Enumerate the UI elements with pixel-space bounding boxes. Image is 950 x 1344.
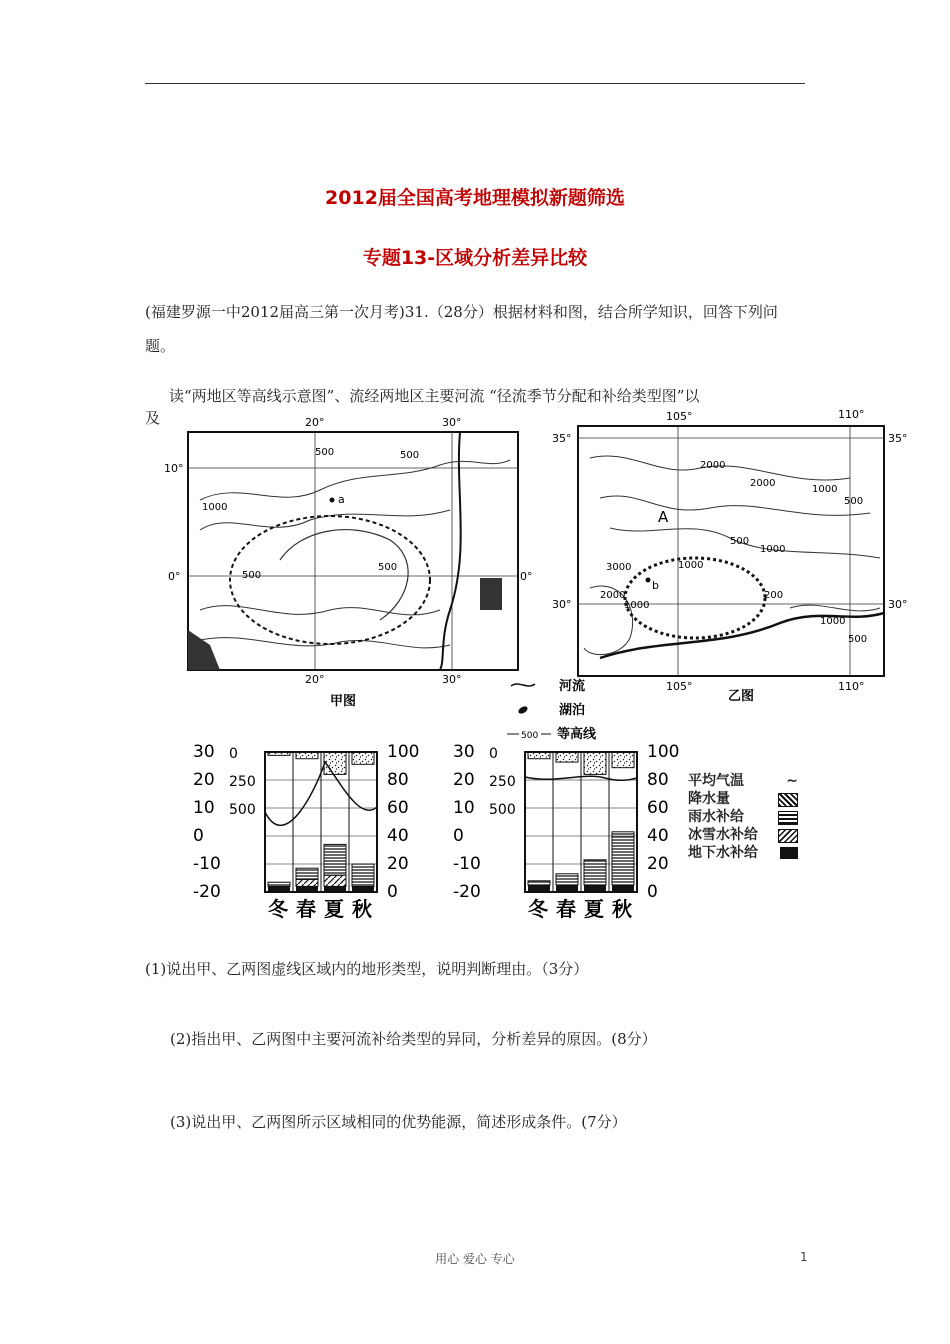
rain-bar xyxy=(556,874,578,885)
legend-snow: 冰雪水补给 xyxy=(688,827,758,843)
temp-tick-label: 0 xyxy=(193,826,204,846)
ground-bar xyxy=(352,886,374,892)
chart-legend xyxy=(688,772,798,862)
precip-tick-label: 500 xyxy=(229,802,256,818)
season-label: 春 xyxy=(296,897,316,921)
intro-line-1: (福建罗源一中2012届高三第一次月考)31.（28分）根据材料和图，结合所学知识，回答下列问 xyxy=(145,303,778,321)
map-jia-lon-20: 20° xyxy=(305,416,325,429)
map-yi-contour-5: 1000 xyxy=(760,544,786,555)
legend-temp: 平均气温 xyxy=(688,773,744,789)
rain-bar xyxy=(612,832,634,885)
precip-tick-label: 500 xyxy=(489,802,516,818)
map-jia-lon-30: 30° xyxy=(442,416,462,429)
temp-tick-label: -20 xyxy=(453,882,481,902)
temp-tick-label: 20 xyxy=(193,770,215,790)
legend-rain-row xyxy=(688,808,798,826)
map-yi-contour-11: 200 xyxy=(764,590,784,601)
lake-icon xyxy=(517,705,529,715)
ground-swatch-icon xyxy=(780,847,798,859)
temp-curve-icon: ∼ xyxy=(786,773,798,789)
map-jia-lat-10: 10° xyxy=(164,462,184,475)
season-label: 冬 xyxy=(528,897,548,921)
legend-ground: 地下水补给 xyxy=(688,845,758,861)
map-yi-contour-13: 500 xyxy=(848,634,868,645)
map-yi-contour-7: 3000 xyxy=(606,562,632,573)
map-jia xyxy=(160,410,540,710)
legend-temp-row xyxy=(688,772,798,790)
read-line: 读“两地区等高线示意图”、流经两地区主要河流 “径流季节分配和补给类型图”以 xyxy=(169,387,700,405)
page-number: 1 xyxy=(800,1250,808,1264)
intro-line-2: 题。 xyxy=(145,337,176,355)
map-yi-contour-3: 1000 xyxy=(812,484,838,495)
rain-bar xyxy=(268,882,290,886)
rain-bar xyxy=(296,868,318,879)
percent-tick-label: 80 xyxy=(647,770,669,790)
header-rule xyxy=(145,83,805,84)
question-1: (1)说出甲、乙两图虚线区域内的地形类型，说明判断理由。（3分） xyxy=(145,960,589,978)
season-label: 夏 xyxy=(584,897,604,921)
legend-contour: 等高线 xyxy=(557,727,597,742)
season-label: 春 xyxy=(556,897,576,921)
map-jia-contour-2: 500 xyxy=(400,450,420,461)
precip-bar xyxy=(584,752,606,774)
precip-bar xyxy=(556,752,578,762)
precip-bar xyxy=(528,752,550,759)
map-yi-lat-35: 35° xyxy=(552,432,572,445)
legend-ground-row xyxy=(688,844,798,862)
question-3: (3)说出甲、乙两图所示区域相同的优势能源，简述形成条件。(7分） xyxy=(170,1113,627,1131)
map-yi-lat-35-right: 35° xyxy=(888,432,908,445)
season-label: 秋 xyxy=(352,897,372,921)
doc-title: 2012届全国高考地理模拟新题筛选 xyxy=(325,187,625,209)
map-yi-lon-105: 105° xyxy=(666,410,693,423)
precip-bar xyxy=(352,752,374,764)
precip-bar xyxy=(324,752,346,774)
season-label: 秋 xyxy=(612,897,632,921)
percent-tick-label: 100 xyxy=(647,742,680,762)
rain-bar xyxy=(584,860,606,885)
intro-paragraph xyxy=(145,295,810,363)
map-jia-lon-20-bottom: 20° xyxy=(305,673,325,686)
map-yi-contour-8: 2000 xyxy=(600,590,626,601)
percent-tick-label: 0 xyxy=(647,882,658,902)
percent-tick-label: 40 xyxy=(387,826,409,846)
question-2: (2)指出甲、乙两图中主要河流补给类型的异同，分析差异的原因。(8分） xyxy=(170,1030,657,1048)
doc-subtitle: 专题13-区域分析差异比较 xyxy=(362,247,588,269)
precip-bar xyxy=(268,752,290,755)
snow-bar xyxy=(296,879,318,886)
map-yi-lat-30: 30° xyxy=(552,598,572,611)
legend-lake: 湖泊 xyxy=(559,703,586,718)
read-line-2: 及 xyxy=(145,409,161,427)
percent-tick-label: 40 xyxy=(647,826,669,846)
temp-tick-label: 0 xyxy=(453,826,464,846)
percent-tick-label: 100 xyxy=(387,742,420,762)
map-jia-lon-30-bottom: 30° xyxy=(442,673,462,686)
map-jia-contour-5: 500 xyxy=(378,562,398,573)
map-yi xyxy=(550,408,920,710)
map-yi-lon-110-bottom: 110° xyxy=(838,680,865,693)
river-icon xyxy=(511,684,535,686)
season-label: 夏 xyxy=(324,897,344,921)
map-jia-lat-0: 0° xyxy=(168,570,181,583)
temp-tick-label: 20 xyxy=(453,770,475,790)
snow-bar xyxy=(324,875,346,886)
precip-tick-label: 0 xyxy=(489,746,498,762)
map-yi-point-b: b xyxy=(652,579,659,592)
map-yi-lat-30-right: 30° xyxy=(888,598,908,611)
percent-tick-label: 80 xyxy=(387,770,409,790)
map-yi-point-A: A xyxy=(658,508,669,526)
map-yi-lon-105-bottom: 105° xyxy=(666,680,693,693)
map-jia-lat-0-right: 0° xyxy=(520,570,533,583)
ground-bar xyxy=(296,886,318,892)
temp-tick-label: 30 xyxy=(193,742,215,762)
rain-swatch-icon xyxy=(778,811,798,825)
map-yi-contour-2: 2000 xyxy=(750,478,776,489)
map-jia-point-a: a xyxy=(338,493,345,506)
percent-tick-label: 20 xyxy=(647,854,669,874)
map-yi-contour-10: 1000 xyxy=(678,560,704,571)
map-yi-lon-110: 110° xyxy=(838,408,865,421)
temp-tick-label: -10 xyxy=(453,854,481,874)
page-footer: 用心 爱心 专心 xyxy=(435,1252,515,1266)
map-jia-contour-3: 1000 xyxy=(202,502,228,513)
temp-tick-label: -10 xyxy=(193,854,221,874)
ground-bar xyxy=(584,885,606,892)
map-jia-contour-1: 500 xyxy=(315,447,335,458)
precip-tick-label: 0 xyxy=(229,746,238,762)
temp-tick-label: 10 xyxy=(453,798,475,818)
map-yi-contour-4: 500 xyxy=(844,496,864,507)
rain-bar xyxy=(324,844,346,875)
percent-tick-label: 20 xyxy=(387,854,409,874)
precip-tick-label: 250 xyxy=(229,774,256,790)
legend-rain: 雨水补给 xyxy=(688,809,744,825)
map-yi-contour-6: 500 xyxy=(730,536,750,547)
legend-precip-row xyxy=(688,790,798,808)
map-yi-contour-12: 1000 xyxy=(820,616,846,627)
ground-bar xyxy=(528,885,550,892)
ground-bar xyxy=(324,886,346,892)
legend-river: 河流 xyxy=(559,679,586,694)
percent-tick-label: 60 xyxy=(647,798,669,818)
rain-bar xyxy=(352,864,374,886)
precip-swatch-icon xyxy=(778,793,798,807)
ground-bar xyxy=(556,885,578,892)
precip-tick-label: 250 xyxy=(489,774,516,790)
temp-tick-label: 30 xyxy=(453,742,475,762)
legend-contour-sample: 500 xyxy=(521,731,539,741)
ground-bar xyxy=(612,885,634,892)
map-legend xyxy=(505,676,625,748)
temp-tick-label: -20 xyxy=(193,882,221,902)
precip-bar xyxy=(296,752,318,759)
map-jia-contour-4: 500 xyxy=(242,570,262,581)
legend-snow-row xyxy=(688,826,798,844)
map-yi-caption: 乙图 xyxy=(728,689,755,704)
map-yi-contour-1: 2000 xyxy=(700,460,726,471)
ground-bar xyxy=(268,886,290,892)
temp-tick-label: 10 xyxy=(193,798,215,818)
rain-bar xyxy=(528,881,550,885)
map-yi-contour-9: 1000 xyxy=(624,600,650,611)
percent-tick-label: 0 xyxy=(387,882,398,902)
legend-precip: 降水量 xyxy=(688,791,730,807)
percent-tick-label: 60 xyxy=(387,798,409,818)
snow-swatch-icon xyxy=(778,829,798,843)
precip-bar xyxy=(612,752,634,768)
season-label: 冬 xyxy=(268,897,288,921)
map-jia-caption: 甲图 xyxy=(330,694,357,709)
